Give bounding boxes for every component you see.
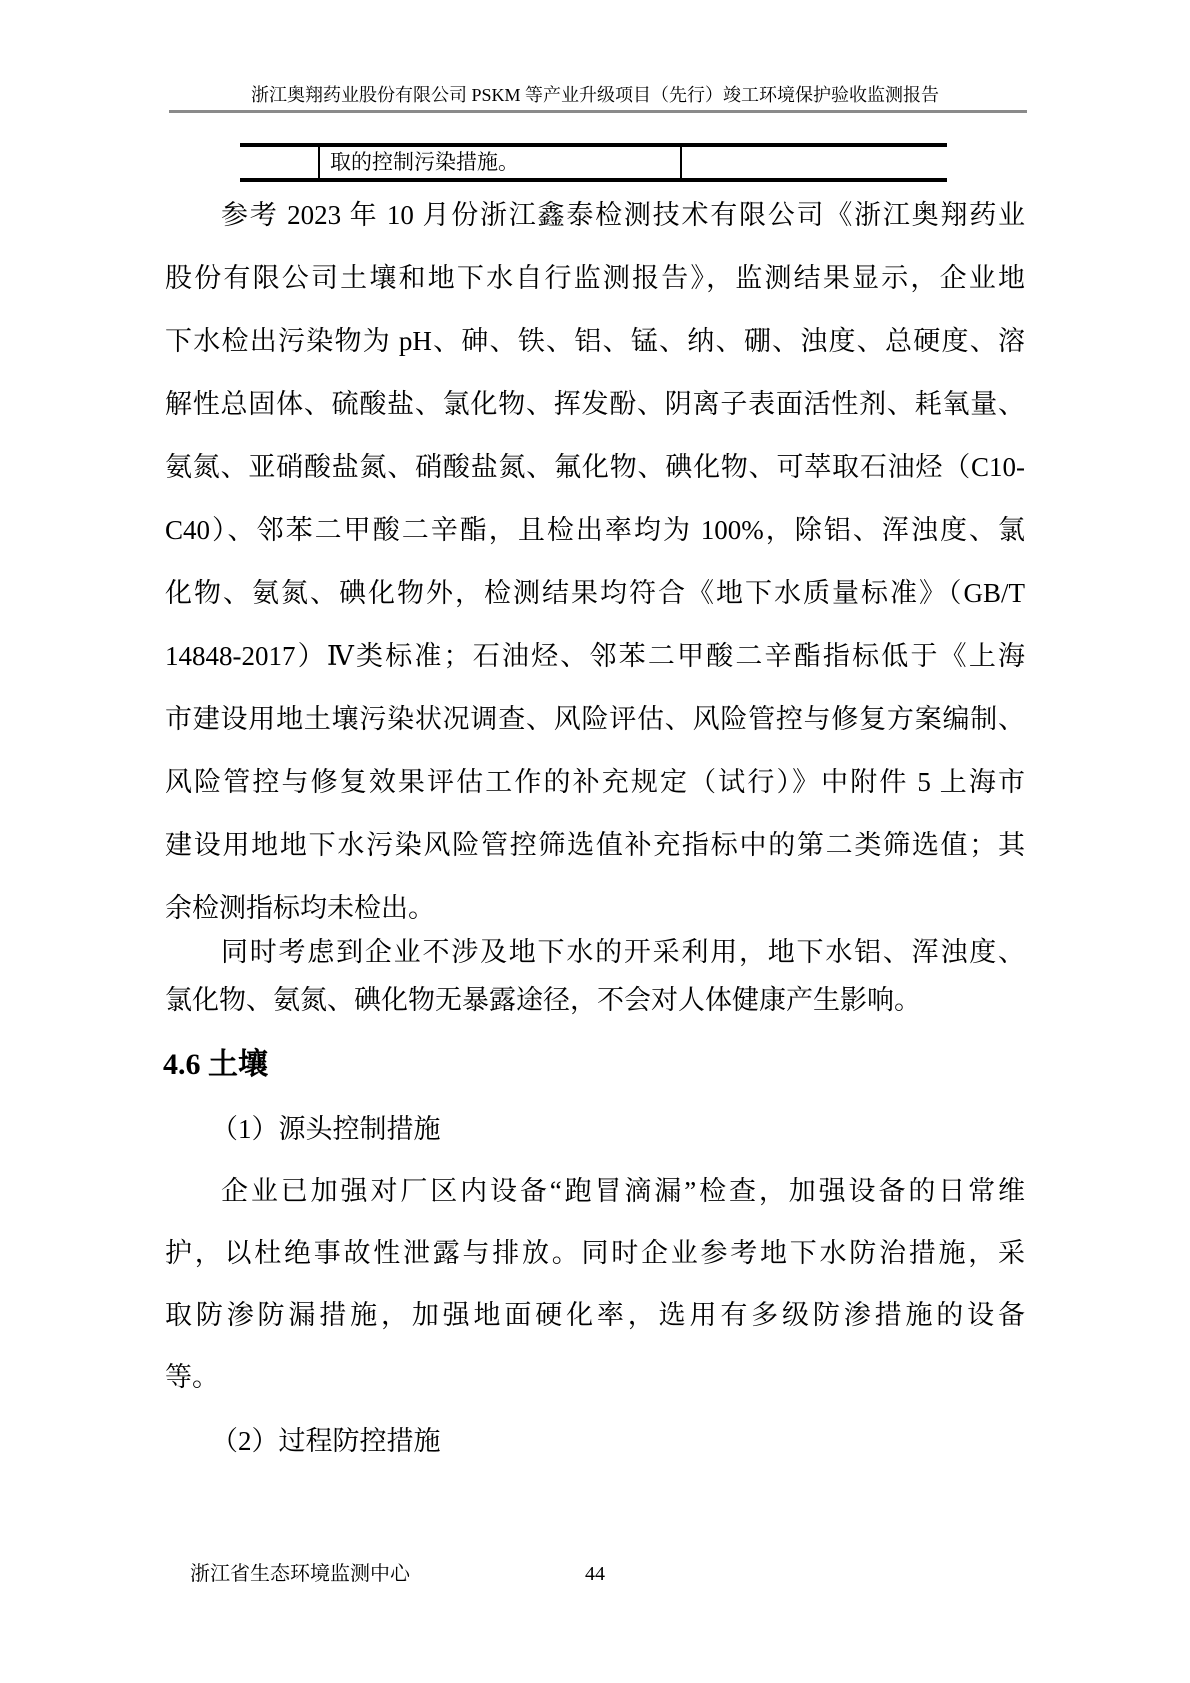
page-footer: [190, 1561, 1010, 1587]
text-line: C40）、邻苯二甲酸二辛酯，且检出率均为 100%，除铝、浑浊度、氯: [165, 515, 1025, 545]
paragraph-groundwater-exposure: [165, 928, 1025, 1024]
page-number: 44: [585, 1563, 605, 1585]
text-line: 余检测指标均未检出。: [165, 893, 435, 923]
table-cell-measures-text: 取的控制污染措施。: [320, 147, 682, 178]
table-cell-empty-right: [682, 147, 947, 178]
text-line: 建设用地地下水污染风险管控筛选值补充指标中的第二类筛选值；其: [165, 830, 1025, 860]
text-line: 护，以杜绝事故性泄露与排放。同时企业参考地下水防治措施，采: [165, 1238, 1025, 1268]
text-line: 解性总固体、硫酸盐、氯化物、挥发酚、阴离子表面活性剂、耗氧量、: [165, 389, 1025, 419]
list-item-process-control: （2）过程防控措施: [211, 1426, 441, 1456]
header-title: 浙江奥翔药业股份有限公司 PSKM 等产业升级项目（先行）竣工环境保护验收监测报告: [250, 85, 940, 105]
text-line: 氯化物、氨氮、碘化物无暴露途径，不会对人体健康产生影响。: [165, 985, 921, 1015]
text-line: 参考 2023 年 10 月份浙江鑫泰检测技术有限公司《浙江奥翔药业: [221, 200, 1025, 230]
table-fragment: [240, 143, 947, 182]
text-line: 14848-2017）Ⅳ类标准；石油烃、邻苯二甲酸二辛酯指标低于《上海: [165, 641, 1025, 671]
text-line: 股份有限公司土壤和地下水自行监测报告》，监测结果显示，企业地: [165, 263, 1025, 293]
text-line: 同时考虑到企业不涉及地下水的开采利用，地下水铝、浑浊度、: [221, 937, 1025, 967]
text-line: 等。: [165, 1362, 219, 1392]
text-line: 氨氮、亚硝酸盐氮、硝酸盐氮、氟化物、碘化物、可萃取石油烃（C10-: [165, 452, 1025, 482]
text-line: 取防渗防漏措施，加强地面硬化率，选用有多级防渗措施的设备: [165, 1300, 1025, 1330]
paragraph-groundwater-monitoring: [165, 184, 1025, 940]
paragraph-soil-source-control: [165, 1160, 1025, 1408]
text-line: 下水检出污染物为 pH、砷、铁、铝、锰、纳、硼、浊度、总硬度、溶: [165, 326, 1025, 356]
footer-organization: 浙江省生态环境监测中心: [190, 1563, 410, 1585]
table-cell-empty-left: [240, 147, 320, 178]
header-rule: [169, 110, 1027, 113]
text-line: 风险管控与修复效果评估工作的补充规定（试行）》中附件 5 上海市: [165, 767, 1025, 797]
text-line: 市建设用地土壤污染状况调查、风险评估、风险管控与修复方案编制、: [165, 704, 1025, 734]
section-heading-soil: 4.6 土壤: [163, 1048, 268, 1081]
list-item-source-control: （1）源头控制措施: [211, 1114, 441, 1144]
text-line: 化物、氨氮、碘化物外，检测结果均符合《地下水质量标准》（GB/T: [165, 578, 1025, 608]
text-line: 企业已加强对厂区内设备“跑冒滴漏”检查，加强设备的日常维: [221, 1176, 1025, 1206]
